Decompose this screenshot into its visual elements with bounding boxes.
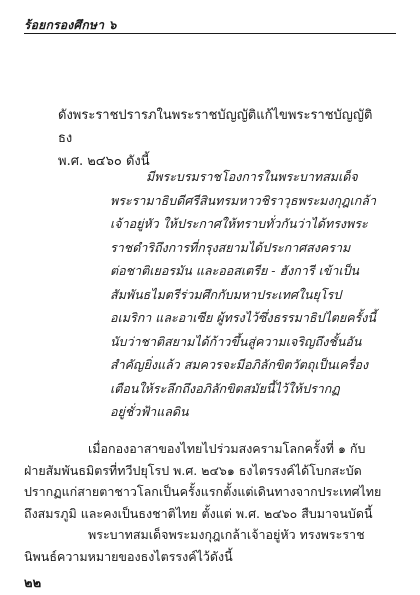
- body-line: ปรากฏแก่สายตาชาวโลกเป็นครั้งแรกตั้งแต่เดินทางจากประเทศไทย: [24, 484, 382, 499]
- quote-line: นับว่าชาติสยามได้ก้าวขึ้นสู่ความเจริญถึงชั้นอัน: [110, 333, 362, 349]
- body-line: ถึงสมรภูมิ และคงเป็นธงชาติไทย ตั้งแต่ พ.ศ. ๒๔๖๐ สืบมาจนบัดนี้: [24, 505, 373, 521]
- body-line: เมื่อกองอาสาของไทยไปร่วมสงครามโลกครั้งที่ ๑ กับ: [88, 441, 366, 456]
- quote-line: ต่อชาติเยอรมัน และออสเตรีย - ฮังการี เข้าเป็น: [110, 263, 360, 278]
- quote-line: พระรามาธิบดีศรีสินทรมหาวชิราวุธพระมงกุฎเกล้า: [110, 192, 376, 208]
- quote-line: มีพระบรมราชโองการในพระบาทสมเด็จ: [146, 169, 358, 184]
- body-line: นิพนธ์ความหมายของธงไตรรงค์ไว้ดังนี้: [24, 548, 233, 564]
- intro-paragraph: [58, 104, 376, 173]
- quote-line: เจ้าอยู่หัว ให้ประกาศให้ทราบทั่วกันว่าได้ทรงพระ: [110, 216, 368, 231]
- quote-line: อยู่ชั่วฟ้าแลดิน: [110, 404, 189, 419]
- page-number: ๒๒: [24, 576, 42, 591]
- intro-line: พ.ศ. ๒๔๖๐ ดังนี้: [58, 154, 150, 169]
- body-line: ฝ่ายสัมพันธมิตรที่ทวีปยุโรป พ.ศ. ๒๔๖๑ ธงไตรรงค์ได้โบกสะบัด: [24, 462, 362, 478]
- running-header-title: ร้อยกรองศึกษา ๖: [24, 18, 117, 32]
- quote-line: สำคัญยิ่งแล้ว สมควรจะมีอภิลักขิตวัตถุเป็นเครื่อง: [110, 357, 369, 372]
- quote-line: เตือนให้ระลึกถึงอภิลักขิตสมัยนี้ไว้ให้ปรากฏ: [110, 380, 340, 396]
- body-line: พระบาทสมเด็จพระมงกุฎเกล้าเจ้าอยู่หัว ทรงพระราช: [88, 527, 365, 542]
- body-paragraph: [24, 438, 396, 567]
- header-divider: [24, 33, 396, 34]
- quote-line: สัมพันธไมตรีร่วมศึกกับมหาประเทศในยุโรป: [110, 286, 342, 302]
- intro-line: ดังพระราชปรารภในพระราชบัญญัติแก้ไขพระราชบัญญัติธง: [58, 108, 373, 146]
- quote-line: ราชดำริถึงการที่กรุงสยามได้ประกาศสงคราม: [110, 239, 351, 255]
- quote-line: อเมริกา และอาเซีย ผู้ทรงไว้ซึ่งธรรมาธิปไตยครั้งนี้: [110, 310, 376, 325]
- royal-proclamation-quote: [110, 165, 386, 424]
